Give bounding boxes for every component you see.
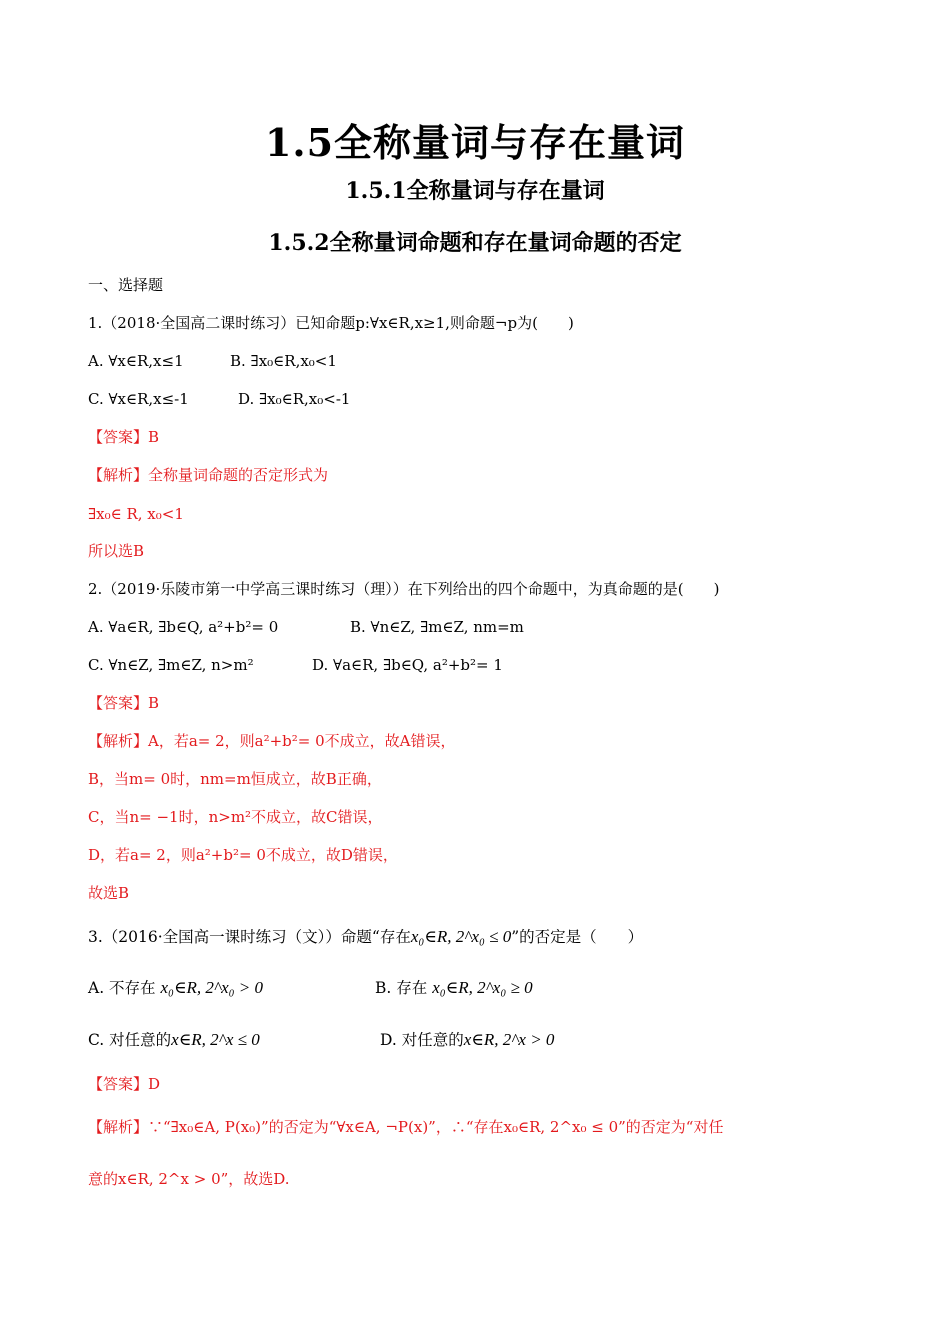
q2-answer: 【答案】B: [88, 694, 160, 712]
page-title: 1.5全称量词与存在量词: [264, 120, 686, 165]
q3-option-b-label: B. 存在: [375, 979, 428, 997]
q1-option-c: C. ∀x∈R,x≤-1: [88, 390, 189, 408]
subtitle-2: 1.5.2全称量词命题和存在量词命题的否定: [268, 230, 682, 256]
q3-option-a-math: x₀∈R, 2^x₀ > 0: [160, 978, 264, 997]
q3-option-a: [88, 977, 263, 999]
q2-analysis-b: B，当m= 0时，nm=m恒成立，故B正确，: [88, 770, 382, 788]
q3-option-b-math: x₀∈R, 2^x₀ ≥ 0: [432, 978, 533, 997]
section-heading: 一、选择题: [88, 276, 164, 294]
q3-stem: [88, 926, 643, 948]
q3-option-c-math: x∈R, 2^x ≤ 0: [171, 1030, 260, 1049]
q2-conclusion: 故选B: [88, 884, 130, 902]
q2-option-a: A. ∀a∈R, ∃b∈Q, a²+b²= 0: [88, 618, 279, 636]
q2-analysis-a: 【解析】A，若a= 2，则a²+b²= 0不成立，故A错误，: [88, 732, 456, 750]
q2-analysis-d: D，若a= 2，则a²+b²= 0不成立，故D错误，: [88, 846, 398, 864]
q3-option-d: [380, 1029, 554, 1051]
q1-option-b: B. ∃x₀∈R,x₀<1: [230, 352, 337, 370]
q3-option-b: [375, 977, 533, 999]
q3-option-c-label: C. 对任意的: [88, 1031, 172, 1049]
q1-stem: 1.（2018·全国高二课时练习）已知命题p:∀x∈R,x≥1,则命题¬p为( ): [88, 314, 574, 332]
q2-stem: 2.（2019·乐陵市第一中学高三课时练习（理））在下列给出的四个命题中，为真命题的是( ): [88, 580, 720, 598]
q1-answer: 【答案】B: [88, 428, 160, 446]
q1-analysis-formula: ∃x₀∈ R, x₀<1: [88, 505, 184, 523]
q3-stem-suffix: ”的否定是（ ）: [511, 928, 644, 946]
q3-option-d-math: x∈R, 2^x > 0: [463, 1030, 555, 1049]
q3-option-d-label: D. 对任意的: [380, 1031, 464, 1049]
q2-option-c: C. ∀n∈Z, ∃m∈Z, n>m²: [88, 656, 254, 674]
q1-conclusion: 所以选B: [88, 542, 145, 560]
q3-option-c: [88, 1029, 260, 1051]
q1-option-a: A. ∀x∈R,x≤1: [88, 352, 184, 370]
subtitle-1: 1.5.1全称量词与存在量词: [345, 178, 605, 204]
q3-analysis-line-1: 【解析】∵“∃x₀∈A, P(x₀)”的否定为“∀x∈A, ¬P(x)”，∴“存在x₀∈R, 2^x₀ ≤ 0”的否定为“对任: [88, 1118, 724, 1136]
q3-analysis-line-2: 意的x∈R, 2^x > 0”，故选D.: [88, 1170, 290, 1188]
q2-option-b: B. ∀n∈Z, ∃m∈Z, nm=m: [350, 618, 524, 636]
q2-option-d: D. ∀a∈R, ∃b∈Q, a²+b²= 1: [312, 656, 503, 674]
q1-analysis: 【解析】全称量词命题的否定形式为: [88, 466, 329, 484]
q3-answer: 【答案】D: [88, 1075, 161, 1093]
q2-analysis-c: C，当n= −1时，n>m²不成立，故C错误，: [88, 808, 383, 826]
q3-option-a-label: A. 不存在: [88, 979, 156, 997]
q3-stem-prefix: 3.（2016·全国高一课时练习（文））命题“存在: [88, 928, 411, 946]
q3-stem-math: x₀∈R, 2^x₀ ≤ 0: [410, 927, 512, 946]
q1-option-d: D. ∃x₀∈R,x₀<-1: [238, 390, 351, 408]
